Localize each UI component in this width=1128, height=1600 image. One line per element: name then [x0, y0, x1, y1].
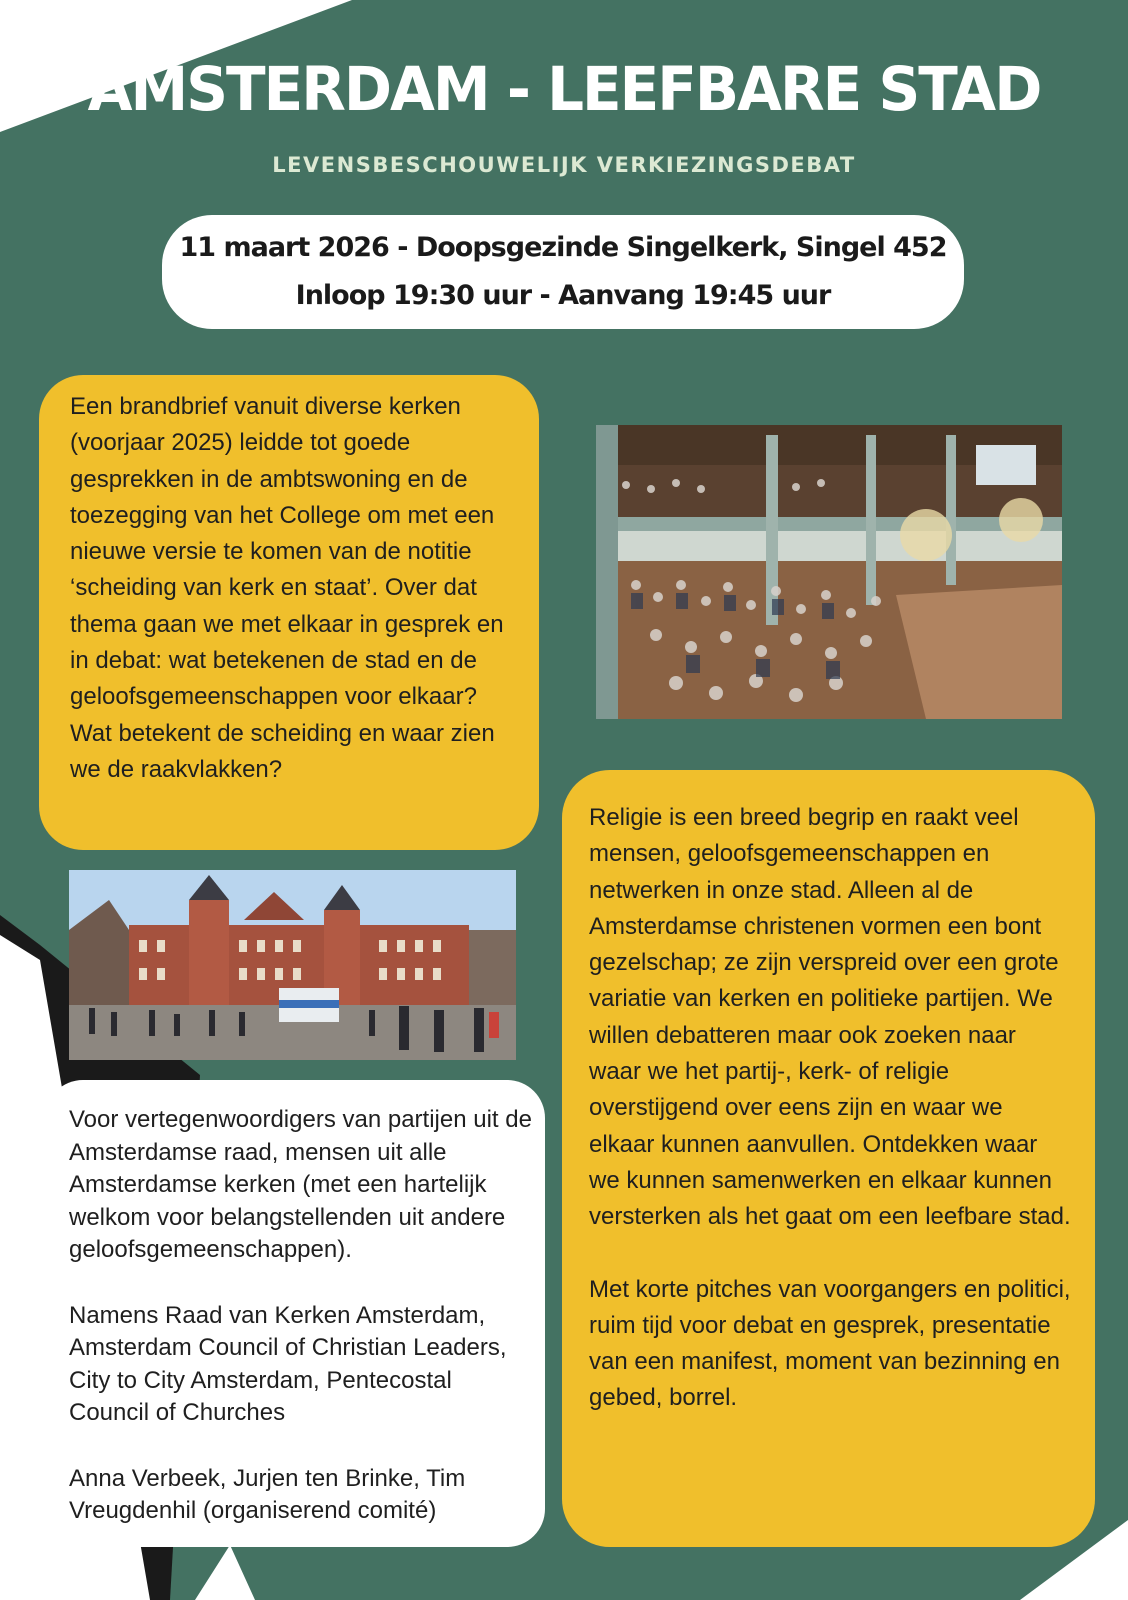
- committee-paragraph: Anna Verbeek, Jurjen ten Brinke, Tim Vreugdenhil (organiserend comité): [69, 1464, 466, 1524]
- audience-text-box: [45, 1080, 545, 1547]
- central-station-photo: [69, 870, 516, 1060]
- page-title: AMSTERDAM - LEEFBARE STAD: [87, 53, 1041, 125]
- white-triangle-bottom: [195, 1545, 255, 1600]
- event-info-pill: [162, 215, 964, 329]
- intro-paragraph: Een brandbrief vanuit diverse kerken (voorjaar 2025) leidde tot goede gesprekken in de ambtswoning en de toezegging van het College om met een nieuwe versie te komen van de notitie ‘scheiding van kerk en staat’. Over dat thema gaan we met elkaar in gesprek en in debat: wat betekenen de stad en de geloofsgemeenschappen voor elkaar? Wat betekent de scheiding en waar zien we de raakvlakken?: [70, 393, 504, 783]
- audience-paragraph: Voor vertegenwoordigers van partijen uit de Amsterdamse raad, mensen uit alle Amsterdamse kerken (met een hartelijk welkom voor belangstellenden uit andere geloofsgemeenschappen).: [69, 1106, 532, 1263]
- event-times: Inloop 19:30 uur - Aanvang 19:45 uur: [295, 280, 831, 311]
- church-interior-photo: [596, 425, 1062, 719]
- event-date-location: 11 maart 2026 - Doopsgezinde Singelkerk, Singel 452: [179, 232, 947, 263]
- organisers-paragraph: Namens Raad van Kerken Amsterdam, Amsterdam Council of Christian Leaders, City to City Amsterdam, Pentecostal Council of Churches: [69, 1301, 507, 1426]
- religion-paragraph-2: Met korte pitches van voorgangers en politici, ruim tijd voor debat en gesprek, presentatie van een manifest, moment van bezinning en gebed, borrel.: [589, 1275, 1071, 1412]
- religion-text-box: [562, 770, 1095, 1547]
- religion-paragraph-1: Religie is een breed begrip en raakt veel mensen, geloofsgemeenschappen en netwerken in onze stad. Alleen al de Amsterdamse christenen vormen een bont gezelschap; ze zijn verspreid over een grote variatie van kerken en politieke partijen. We willen debatteren maar ook zoeken naar waar we het partij-, kerk- of religie overstijgend over eens zijn en waar we elkaar kunnen aanvullen. Ontdekken waar we kunnen samenwerken en elkaar kunnen versterken als het gaat om een leefbare stad.: [589, 804, 1071, 1231]
- intro-text-box: [39, 375, 539, 850]
- page-subtitle: LEVENSBESCHOUWELIJK VERKIEZINGSDEBAT: [272, 153, 856, 177]
